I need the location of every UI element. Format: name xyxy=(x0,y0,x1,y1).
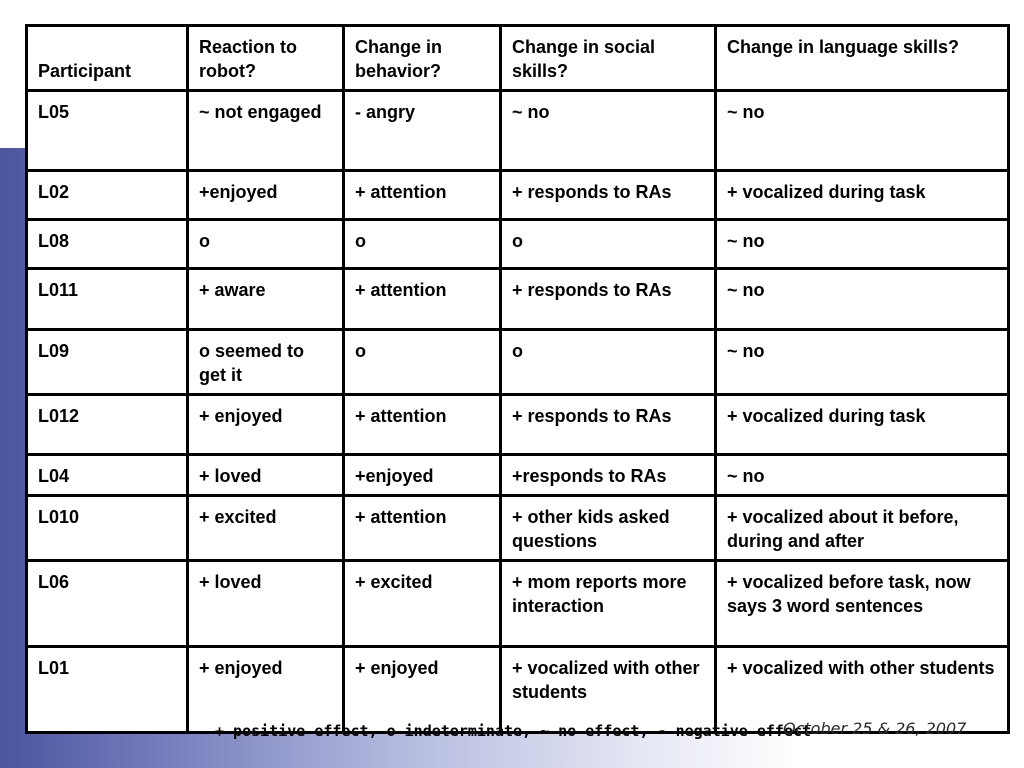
cell-behavior: + attention xyxy=(344,395,501,455)
cell-behavior: o xyxy=(344,220,501,269)
table-row xyxy=(27,455,1009,496)
cell-language: ~ no xyxy=(716,330,1009,395)
cell-participant: L04 xyxy=(27,455,188,496)
cell-reaction: o xyxy=(188,220,344,269)
cell-social: +responds to RAs xyxy=(501,455,716,496)
cell-behavior: + excited xyxy=(344,561,501,647)
cell-language: + vocalized before task, now says 3 word sentences xyxy=(716,561,1009,647)
cell-reaction: +enjoyed xyxy=(188,171,344,220)
cell-behavior: + enjoyed xyxy=(344,647,501,733)
cell-social: + responds to RAs xyxy=(501,269,716,330)
cell-language: ~ no xyxy=(716,91,1009,171)
column-header-behavior: Change in behavior? xyxy=(344,26,501,91)
cell-social: + other kids asked questions xyxy=(501,496,716,561)
table-row xyxy=(27,395,1009,455)
cell-reaction: + loved xyxy=(188,455,344,496)
cell-participant: L012 xyxy=(27,395,188,455)
table-row xyxy=(27,561,1009,647)
cell-language: ~ no xyxy=(716,455,1009,496)
column-header-social: Change in social skills? xyxy=(501,26,716,91)
cell-social: + mom reports more interaction xyxy=(501,561,716,647)
cell-reaction: + loved xyxy=(188,561,344,647)
cell-language: + vocalized during task xyxy=(716,171,1009,220)
cell-language: + vocalized with other students xyxy=(716,647,1009,733)
table-row xyxy=(27,330,1009,395)
cell-language: + vocalized during task xyxy=(716,395,1009,455)
cell-social: + responds to RAs xyxy=(501,171,716,220)
cell-participant: L01 xyxy=(27,647,188,733)
cell-reaction: + enjoyed xyxy=(188,647,344,733)
cell-behavior: + attention xyxy=(344,496,501,561)
cell-behavior: o xyxy=(344,330,501,395)
cell-participant: L010 xyxy=(27,496,188,561)
cell-reaction: + excited xyxy=(188,496,344,561)
cell-participant: L09 xyxy=(27,330,188,395)
table-row xyxy=(27,269,1009,330)
results-table-body xyxy=(27,26,1009,733)
cell-social: + responds to RAs xyxy=(501,395,716,455)
cell-participant: L08 xyxy=(27,220,188,269)
cell-behavior: +enjoyed xyxy=(344,455,501,496)
table-header-row xyxy=(27,26,1009,91)
cell-participant: L06 xyxy=(27,561,188,647)
cell-behavior: - angry xyxy=(344,91,501,171)
column-header-language: Change in language skills? xyxy=(716,26,1009,91)
column-header-participant: Participant xyxy=(27,26,188,91)
cell-participant: L05 xyxy=(27,91,188,171)
cell-language: ~ no xyxy=(716,220,1009,269)
cell-behavior: + attention xyxy=(344,269,501,330)
table-row xyxy=(27,91,1009,171)
cell-reaction: + enjoyed xyxy=(188,395,344,455)
cell-language: ~ no xyxy=(716,269,1009,330)
table-row xyxy=(27,171,1009,220)
cell-reaction: + aware xyxy=(188,269,344,330)
cell-reaction: o seemed to get it xyxy=(188,330,344,395)
cell-participant: L02 xyxy=(27,171,188,220)
cell-language: + vocalized about it before, during and after xyxy=(716,496,1009,561)
cell-social: ~ no xyxy=(501,91,716,171)
legend-footnote: + positive effect, o indeterminate, ~ no effect, - negative effect xyxy=(215,722,812,740)
results-table xyxy=(25,24,1010,734)
table-row xyxy=(27,496,1009,561)
table-row xyxy=(27,220,1009,269)
cell-social: o xyxy=(501,220,716,269)
cell-social: o xyxy=(501,330,716,395)
presentation-date: October 25 & 26, 2007 xyxy=(783,719,967,738)
cell-behavior: + attention xyxy=(344,171,501,220)
column-header-reaction: Reaction to robot? xyxy=(188,26,344,91)
cell-reaction: ~ not engaged xyxy=(188,91,344,171)
cell-participant: L011 xyxy=(27,269,188,330)
cell-social: + vocalized with other students xyxy=(501,647,716,733)
